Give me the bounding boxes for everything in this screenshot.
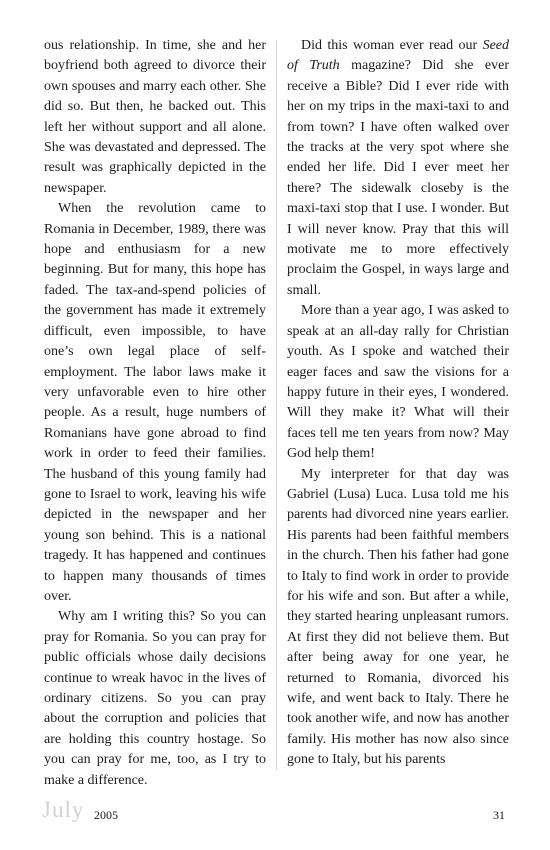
paragraph: My interpreter for that day was Gabriel (Lusa) Luca. Lusa told me his parents had divorced nine years earlier. His parents had been faithful members in the church. Then his father had gone to Italy to find work in order to provide for his wife and son. But after a while, they started hearing unpleasant rumors. At first they did not believe them. But after being away for one year, he returned to Romania, divorced his wife, and went back to Italy. There he took another wife, and now has another family. His mother has now also since gone to Italy, but his parents (287, 466, 509, 768)
paragraph: ous relationship. In time, she and her boyfriend both agreed to divorce their own spouses and marry each other. She did so. But then, he backed out. This left her without support and all alone. She was devastated and depressed. The result was graphically depicted in the newspaper. (44, 38, 266, 196)
left-column (44, 36, 266, 791)
paragraph: Why am I writing this? So you can pray for Romania. So you can pray for public officials whose daily decisions continue to wreak havoc in the lives of ordinary citizens. So you can pray about the corruption and policies that are holding this country hostage. So you can pray for me, too, as I try to make a difference. (44, 609, 266, 788)
footer-month: July (42, 797, 85, 822)
paragraph-text: Did this woman ever read our (301, 38, 483, 53)
paragraph (287, 36, 509, 301)
paragraph: More than a year ago, I was asked to speak at an all-day rally for Christian youth. As I spoke and watched their eager faces and saw the visions for a happy future in their eyes, I wondered. Will they make it? What will their faces tell me ten years from now? May God help them! (287, 303, 509, 462)
right-column (287, 36, 509, 771)
footer-year: 2005 (94, 808, 118, 822)
page-number: 31 (493, 808, 505, 822)
column-divider (276, 40, 277, 770)
paragraph-text: magazine? Did she ever receive a Bible? Did I ever ride with her on my trips in the maxi-taxi to and from town? I have often walked over the tracks at the very spot where she ended her life. Did I ever meet her there? The sidewalk closeby is the maxi-taxi stop that I use. I wonder. But I will never know. Pray that this will motivate me to more effectively proclaim the Gospel, in ways large and small. (287, 58, 509, 298)
magazine-title: Seed of Truth (287, 38, 509, 74)
paragraph: When the revolution came to Romania in December, 1989, there was hope and enthusiasm for a new beginning. But for many, this hope has faded. The tax-and-spend policies of the government has made it extremely difficult, even impossible, to have one’s own legal place of self-employment. The labor laws make it very unfavorable even to hire other people. As a result, huge numbers of Romanians have gone abroad to find work in order to feed their families. The husband of this young family had gone to Israel to work, leaving his wife depicted in the newspaper and her young son behind. This is a national tragedy. It has happened and continues to happen many thousands of times over. (44, 201, 266, 604)
